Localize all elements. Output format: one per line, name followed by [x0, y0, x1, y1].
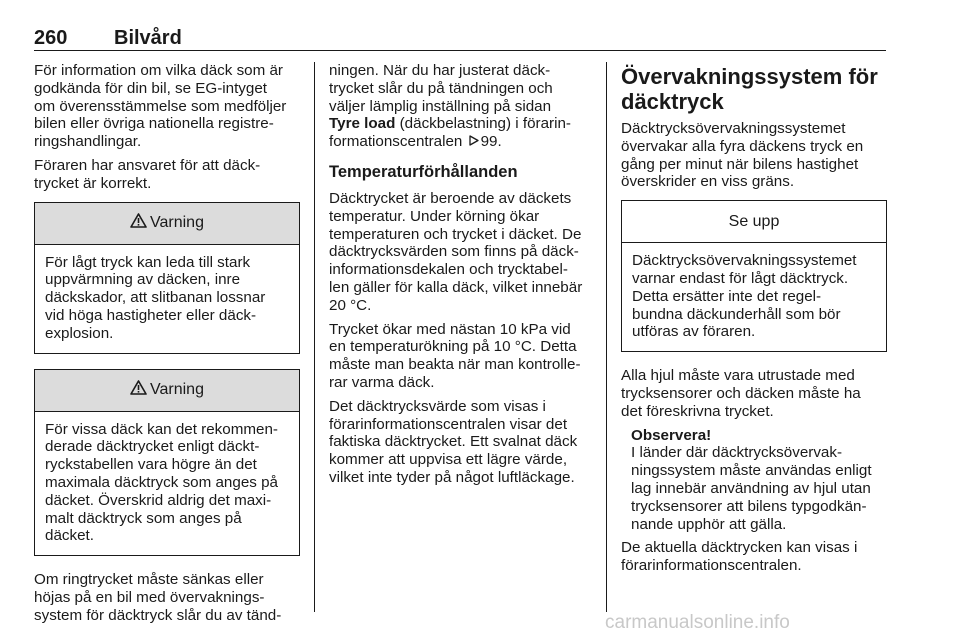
note-title: Observera!: [631, 426, 712, 444]
warning-title: Varning: [150, 381, 204, 399]
page-header: [34, 27, 886, 49]
intro-paragraph: För information om vilka däck som är godkända för din bil, se EG-intyget om överensstämmelse som medföljer bilen eller övriga nationella registre- ringshandlingar.: [34, 62, 287, 151]
column-2: [329, 62, 593, 493]
sensors-paragraph: Alla hjul måste vara utrustade med trycksensorer och däcken måste ha det föreskrivna trycket.: [621, 367, 861, 420]
column-1: [34, 62, 300, 631]
page-reference[interactable]: 99.: [480, 133, 502, 151]
warning-box-low-pressure: [34, 202, 300, 354]
warning-box-header: [35, 370, 299, 412]
monitoring-intro-paragraph: Däcktrycksövervakningssystemet övervakar alla fyra däckens tryck en gång per minut när bilens hastighet överskrider en viss gräns.: [621, 120, 864, 191]
watermark: carmanualsonline.info: [605, 612, 790, 633]
page-reference-arrow-icon: [469, 133, 479, 151]
responsibility-paragraph: Föraren har ansvaret för att däck- trycket är korrekt.: [34, 156, 261, 192]
adjust-pressure-paragraph: Om ringtrycket måste sänkas eller höjas på en bil med övervaknings- system för däcktryck slår du av tänd-: [34, 571, 282, 624]
note-block: [631, 427, 887, 534]
column-divider-1: [314, 62, 315, 612]
header-rule: [34, 50, 886, 51]
caution-body: Däcktrycksövervakningssystemet varnar endast för lågt däcktryck. Detta ersätter inte det regel- bundna däckunderhåll som bör utföras av föraren.: [632, 252, 857, 341]
page-number: 260: [34, 27, 68, 49]
tyre-load-setting-label: Tyre load: [329, 115, 396, 133]
warning-box-max-pressure: [34, 369, 300, 557]
warning-triangle-icon: [130, 213, 147, 233]
temperature-paragraph: Däcktrycket är beroende av däckets temperatur. Under körning ökar temperaturen och trycket i däcket. De däcktrycksvärden som finns på däck- informationsdekalen och trycktabel- len gäller för kalla däck, vilket innebär 20 °C.: [329, 189, 583, 314]
column-3: [621, 62, 887, 581]
text-span: (däckbelastning) i förarin- formationscentralen: [329, 115, 571, 151]
current-pressure-paragraph: De aktuella däcktrycken kan visas i förarinformationscentralen.: [621, 539, 858, 575]
displayed-pressure-paragraph: Det däcktrycksvärde som visas i förarinformationscentralen visar det faktiska däcktrycket. Ett svalnat däck kommer att uppvisa ett lägre värde, vilket inte tyder på något luftläckage.: [329, 397, 578, 486]
note-body: I länder där däcktrycksövervak- ningssystem måste användas enligt lag innebär användning av hjul utan trycksensorer att bilens typgodkän- nande upphör att gälla.: [631, 444, 872, 533]
warning-box-header: [35, 203, 299, 245]
warning-body: För lågt tryck kan leda till stark uppvärmning av däcken, inre däckskador, att slitbanan lossnar vid höga hastigheter eller däck- explosion.: [45, 253, 266, 342]
temperature-heading: Temperaturförhållanden: [329, 162, 518, 181]
column-divider-2: [606, 62, 607, 612]
warning-body: För vissa däck kan det rekommen- derade däcktrycket enligt däckt- ryckstabellen vara högre än det maximala däcktryck som anges på däcket. Överskrid aldrig det maxi- malt däcktryck som anges på däcket.: [45, 420, 278, 545]
tyre-load-paragraph: [329, 62, 593, 151]
caution-box: [621, 200, 887, 352]
monitoring-system-heading: Övervakningssystem för däcktryck: [621, 64, 878, 114]
warning-triangle-icon: [130, 380, 147, 400]
pressure-increase-paragraph: Trycket ökar med nästan 10 kPa vid en temperaturökning på 10 °C. Detta måste man beakta när man kontrolle- rar varma däck.: [329, 320, 581, 391]
section-title: Bilvård: [114, 27, 182, 49]
warning-title: Varning: [150, 214, 204, 232]
text-span: ningen. När du har justerat däck- trycket slår du på tändningen och väljer lämplig inställning på sidan: [329, 62, 553, 115]
caution-box-header: Se upp: [622, 201, 886, 243]
